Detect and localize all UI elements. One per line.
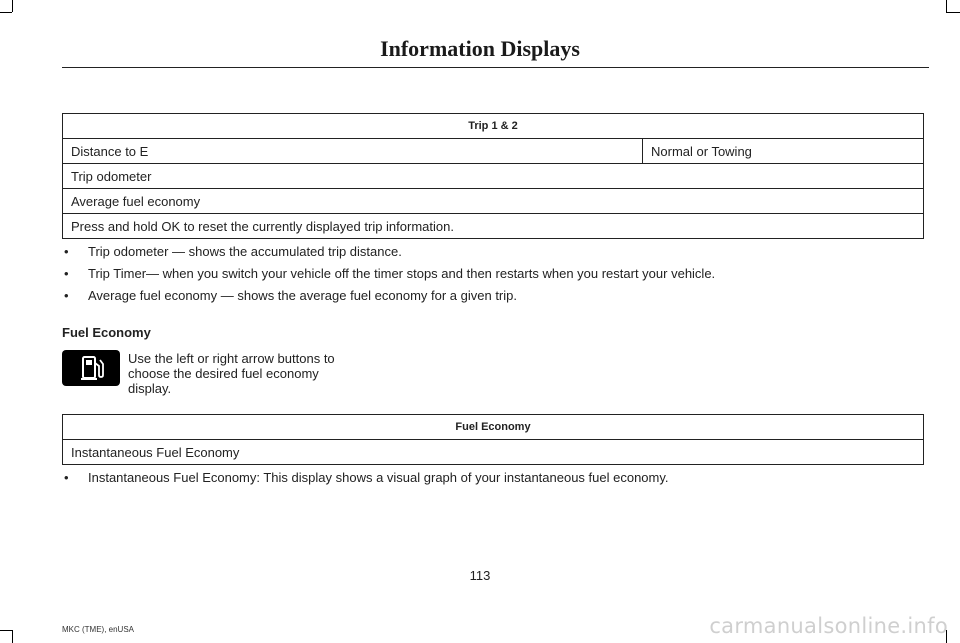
trip-table-heading: Trip 1 & 2 [63,114,924,139]
crop-mark [12,0,13,12]
list-item: • Trip odometer — shows the accumulated trip distance. [62,243,932,265]
table-row: Average fuel economy [63,189,924,214]
footer-code: MKC (TME), enUSA [62,625,135,634]
page-title: Information Displays [380,36,580,61]
crop-mark [0,12,12,13]
list-item: • Instantaneous Fuel Economy: This display shows a visual graph of your instantaneous fuel economy. [62,469,932,491]
table-row: Instantaneous Fuel Economy [63,440,924,465]
crop-mark [946,0,947,12]
fuel-economy-note: Use the left or right arrow buttons to choose the desired fuel economy display. [128,351,335,396]
list-item: • Trip Timer— when you switch your vehicle off the timer stops and then restarts when you restart your vehicle. [62,265,932,287]
watermark: carmanualsonline.info [709,614,948,638]
fuel-economy-table [62,414,924,465]
section-heading-fuel-economy: Fuel Economy [62,325,151,340]
table-cell-normal-or-towing: Normal or Towing [643,139,924,164]
crop-mark [0,630,12,631]
list-item: • Average fuel economy — shows the average fuel economy for a given trip. [62,287,932,309]
table-row: Press and hold OK to reset the currently displayed trip information. [63,214,924,239]
crop-mark [12,630,13,643]
page-number: 113 [469,568,491,583]
fuel-bullet-list [62,469,932,491]
table-row: Trip odometer [63,164,924,189]
trip-table [62,113,924,239]
fuel-table-heading: Fuel Economy [63,415,924,440]
table-cell-distance-to-e: Distance to E [63,139,643,164]
crop-mark [946,12,960,13]
fuel-pump-icon [62,350,120,386]
trip-bullet-list [62,243,932,309]
header-rule [62,67,929,68]
